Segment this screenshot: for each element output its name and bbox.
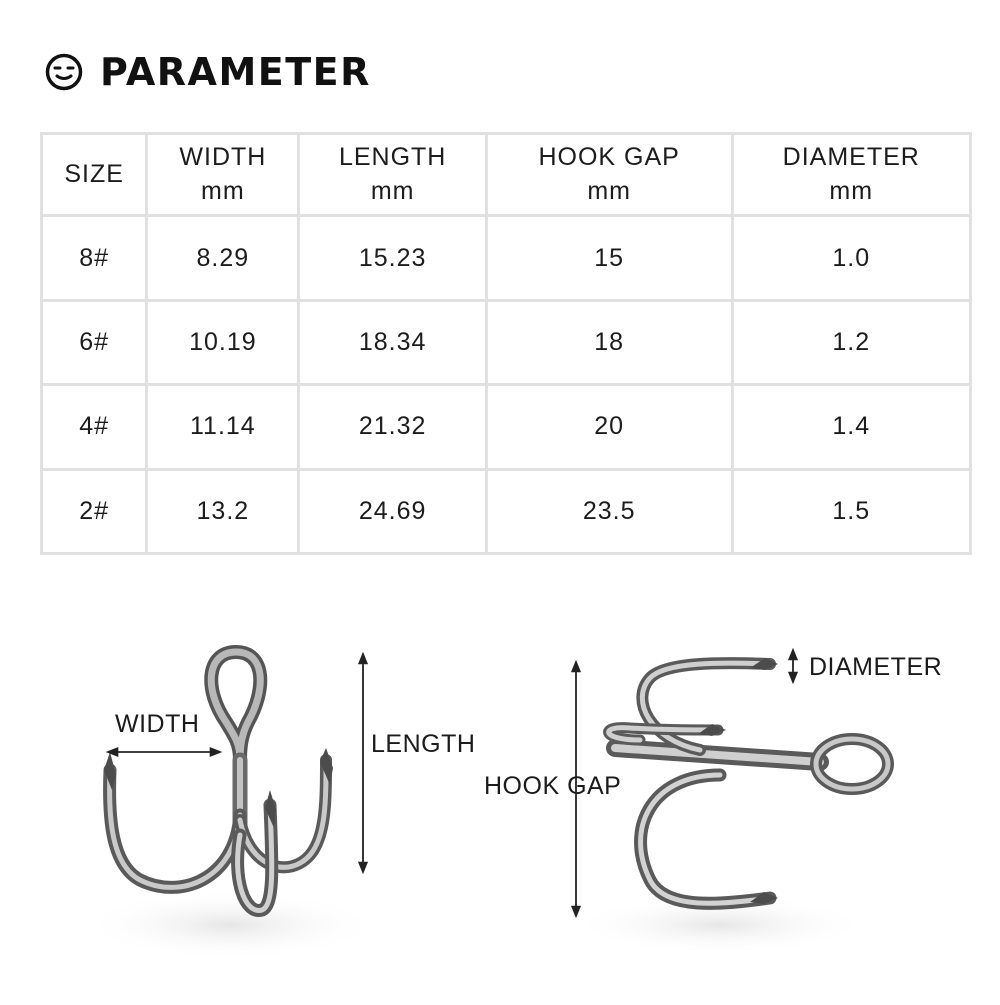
cell-diameter: 1.4: [734, 386, 970, 467]
table-row: [43, 386, 969, 467]
cell-hook-gap: 18: [488, 302, 731, 383]
column-header-size: [43, 135, 145, 214]
cell-length: 24.69: [300, 471, 484, 552]
treble-hook-side-view: [570, 658, 888, 955]
column-header-diameter: [734, 135, 970, 214]
cell-hook-gap: 23.5: [488, 471, 731, 552]
smiley-face-icon: [44, 52, 84, 92]
cell-diameter: 1.5: [734, 471, 970, 552]
cell-diameter: 1.0: [734, 217, 970, 298]
page-header: [44, 50, 371, 94]
cell-size: 4#: [43, 386, 145, 467]
width-label: WIDTH: [115, 710, 200, 738]
column-header-width-unit: mm: [201, 176, 245, 205]
cell-size: 6#: [43, 302, 145, 383]
cell-width: 8.29: [148, 217, 297, 298]
column-header-hook-gap-unit: mm: [587, 176, 631, 205]
cell-size: 8#: [43, 217, 145, 298]
hook-diagram: [0, 600, 1000, 1000]
cell-hook-gap: 15: [488, 217, 731, 298]
column-header-width-label: WIDTH: [179, 142, 267, 171]
cell-hook-gap: 20: [488, 386, 731, 467]
table-header-row: [43, 135, 969, 214]
cell-length: 15.23: [300, 217, 484, 298]
column-header-width: [148, 135, 297, 214]
column-header-hook-gap-label: HOOK GAP: [538, 142, 680, 171]
cell-width: 13.2: [148, 471, 297, 552]
column-header-length-label: LENGTH: [338, 142, 447, 171]
cell-width: 10.19: [148, 302, 297, 383]
column-header-hook-gap: [488, 135, 731, 214]
column-header-size-label: SIZE: [64, 159, 124, 188]
cell-width: 11.14: [148, 386, 297, 467]
treble-hook-front-view: [80, 652, 380, 960]
column-header-length: [300, 135, 484, 214]
cell-size: 2#: [43, 471, 145, 552]
column-header-length-unit: mm: [370, 176, 415, 205]
column-header-diameter-label: DIAMETER: [782, 142, 920, 171]
page-title: PARAMETER: [100, 50, 371, 94]
hook-gap-label: HOOK GAP: [484, 772, 622, 800]
table-row: [43, 471, 969, 552]
table-row: [43, 217, 969, 298]
cell-length: 21.32: [300, 386, 484, 467]
table-row: [43, 302, 969, 383]
cell-diameter: 1.2: [734, 302, 970, 383]
parameter-table: [40, 132, 972, 555]
cell-length: 18.34: [300, 302, 484, 383]
column-header-diameter-unit: mm: [829, 176, 874, 205]
length-label: LENGTH: [371, 730, 476, 758]
diameter-label: DIAMETER: [809, 653, 943, 681]
